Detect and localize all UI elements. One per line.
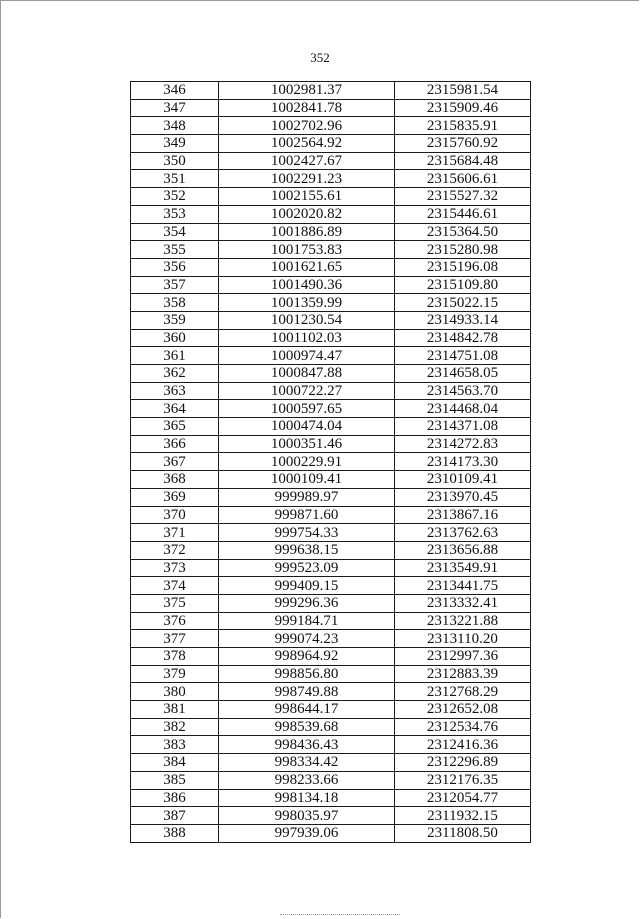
- y-coordinate-cell: 2314933.14: [395, 311, 531, 329]
- x-coordinate-cell: 999523.09: [219, 559, 395, 577]
- x-coordinate-cell: 1000474.04: [219, 418, 395, 436]
- point-number-cell: 384: [131, 754, 219, 772]
- y-coordinate-cell: 2314751.08: [395, 347, 531, 365]
- table-row: [131, 241, 531, 259]
- y-coordinate-cell: 2315446.61: [395, 205, 531, 223]
- table-row: [131, 82, 531, 100]
- y-coordinate-cell: 2314842.78: [395, 329, 531, 347]
- y-coordinate-cell: 2315364.50: [395, 223, 531, 241]
- y-coordinate-cell: 2312883.39: [395, 665, 531, 683]
- table-row: [131, 736, 531, 754]
- point-number-cell: 385: [131, 771, 219, 789]
- y-coordinate-cell: 2312176.35: [395, 771, 531, 789]
- table-row: [131, 418, 531, 436]
- point-number-cell: 366: [131, 435, 219, 453]
- point-number-cell: 347: [131, 99, 219, 117]
- x-coordinate-cell: 998035.97: [219, 807, 395, 825]
- x-coordinate-cell: 1000109.41: [219, 471, 395, 489]
- table-row: [131, 188, 531, 206]
- y-coordinate-cell: 2314173.30: [395, 453, 531, 471]
- table-row: [131, 577, 531, 595]
- point-number-cell: 357: [131, 276, 219, 294]
- y-coordinate-cell: 2313110.20: [395, 630, 531, 648]
- point-number-cell: 361: [131, 347, 219, 365]
- x-coordinate-cell: 999296.36: [219, 594, 395, 612]
- x-coordinate-cell: 999638.15: [219, 541, 395, 559]
- table-row: [131, 648, 531, 666]
- point-number-cell: 377: [131, 630, 219, 648]
- y-coordinate-cell: 2314468.04: [395, 400, 531, 418]
- y-coordinate-cell: 2313332.41: [395, 594, 531, 612]
- table-row: [131, 117, 531, 135]
- y-coordinate-cell: 2311808.50: [395, 824, 531, 842]
- point-number-cell: 378: [131, 648, 219, 666]
- y-coordinate-cell: 2313867.16: [395, 506, 531, 524]
- table-row: [131, 807, 531, 825]
- point-number-cell: 352: [131, 188, 219, 206]
- x-coordinate-cell: 998856.80: [219, 665, 395, 683]
- point-number-cell: 348: [131, 117, 219, 135]
- point-number-cell: 383: [131, 736, 219, 754]
- point-number-cell: 360: [131, 329, 219, 347]
- table-row: [131, 824, 531, 842]
- point-number-cell: 370: [131, 506, 219, 524]
- point-number-cell: 381: [131, 701, 219, 719]
- x-coordinate-cell: 999989.97: [219, 488, 395, 506]
- x-coordinate-cell: 1000597.65: [219, 400, 395, 418]
- point-number-cell: 375: [131, 594, 219, 612]
- point-number-cell: 379: [131, 665, 219, 683]
- y-coordinate-cell: 2315835.91: [395, 117, 531, 135]
- y-coordinate-cell: 2315527.32: [395, 188, 531, 206]
- y-coordinate-cell: 2313549.91: [395, 559, 531, 577]
- table-row: [131, 223, 531, 241]
- table-row: [131, 612, 531, 630]
- point-number-cell: 382: [131, 718, 219, 736]
- x-coordinate-cell: 998539.68: [219, 718, 395, 736]
- x-coordinate-cell: 1001230.54: [219, 311, 395, 329]
- x-coordinate-cell: 1002020.82: [219, 205, 395, 223]
- x-coordinate-cell: 998964.92: [219, 648, 395, 666]
- point-number-cell: 355: [131, 241, 219, 259]
- x-coordinate-cell: 998749.88: [219, 683, 395, 701]
- point-number-cell: 350: [131, 152, 219, 170]
- point-number-cell: 356: [131, 258, 219, 276]
- x-coordinate-cell: 997939.06: [219, 824, 395, 842]
- x-coordinate-cell: 1001621.65: [219, 258, 395, 276]
- point-number-cell: 386: [131, 789, 219, 807]
- y-coordinate-cell: 2314272.83: [395, 435, 531, 453]
- x-coordinate-cell: 998233.66: [219, 771, 395, 789]
- table-row: [131, 683, 531, 701]
- y-coordinate-cell: 2312296.89: [395, 754, 531, 772]
- point-number-cell: 373: [131, 559, 219, 577]
- point-number-cell: 362: [131, 365, 219, 383]
- x-coordinate-cell: 1002427.67: [219, 152, 395, 170]
- x-coordinate-cell: 998644.17: [219, 701, 395, 719]
- point-number-cell: 358: [131, 294, 219, 312]
- point-number-cell: 388: [131, 824, 219, 842]
- y-coordinate-cell: 2315280.98: [395, 241, 531, 259]
- x-coordinate-cell: 1001753.83: [219, 241, 395, 259]
- x-coordinate-cell: 999871.60: [219, 506, 395, 524]
- y-coordinate-cell: 2315981.54: [395, 82, 531, 100]
- x-coordinate-cell: 1001359.99: [219, 294, 395, 312]
- table-row: [131, 276, 531, 294]
- coordinates-table: [130, 81, 531, 843]
- x-coordinate-cell: 1002564.92: [219, 135, 395, 153]
- point-number-cell: 346: [131, 82, 219, 100]
- y-coordinate-cell: 2315760.92: [395, 135, 531, 153]
- x-coordinate-cell: 1000847.88: [219, 365, 395, 383]
- table-row: [131, 524, 531, 542]
- table-row: [131, 488, 531, 506]
- page-number: 352: [310, 50, 330, 65]
- table-row: [131, 170, 531, 188]
- point-number-cell: 363: [131, 382, 219, 400]
- point-number-cell: 376: [131, 612, 219, 630]
- table-row: [131, 294, 531, 312]
- x-coordinate-cell: 1001490.36: [219, 276, 395, 294]
- table-row: [131, 435, 531, 453]
- x-coordinate-cell: 998334.42: [219, 754, 395, 772]
- point-number-cell: 349: [131, 135, 219, 153]
- y-coordinate-cell: 2315684.48: [395, 152, 531, 170]
- y-coordinate-cell: 2314563.70: [395, 382, 531, 400]
- point-number-cell: 353: [131, 205, 219, 223]
- point-number-cell: 371: [131, 524, 219, 542]
- y-coordinate-cell: 2315109.80: [395, 276, 531, 294]
- y-coordinate-cell: 2315606.61: [395, 170, 531, 188]
- table-row: [131, 789, 531, 807]
- x-coordinate-cell: 1002702.96: [219, 117, 395, 135]
- table-row: [131, 365, 531, 383]
- table-row: [131, 701, 531, 719]
- x-coordinate-cell: 1002155.61: [219, 188, 395, 206]
- y-coordinate-cell: 2312768.29: [395, 683, 531, 701]
- point-number-cell: 367: [131, 453, 219, 471]
- x-coordinate-cell: 998134.18: [219, 789, 395, 807]
- y-coordinate-cell: 2315196.08: [395, 258, 531, 276]
- coordinates-table-body: [131, 82, 531, 843]
- x-coordinate-cell: 1000974.47: [219, 347, 395, 365]
- table-row: [131, 754, 531, 772]
- x-coordinate-cell: 1000351.46: [219, 435, 395, 453]
- x-coordinate-cell: 999409.15: [219, 577, 395, 595]
- y-coordinate-cell: 2315909.46: [395, 99, 531, 117]
- y-coordinate-cell: 2312534.76: [395, 718, 531, 736]
- table-row: [131, 594, 531, 612]
- point-number-cell: 374: [131, 577, 219, 595]
- table-row: [131, 135, 531, 153]
- x-coordinate-cell: 1002291.23: [219, 170, 395, 188]
- y-coordinate-cell: 2312054.77: [395, 789, 531, 807]
- y-coordinate-cell: 2313441.75: [395, 577, 531, 595]
- table-row: [131, 152, 531, 170]
- point-number-cell: 364: [131, 400, 219, 418]
- y-coordinate-cell: 2315022.15: [395, 294, 531, 312]
- y-coordinate-cell: 2312416.36: [395, 736, 531, 754]
- point-number-cell: 368: [131, 471, 219, 489]
- table-row: [131, 311, 531, 329]
- table-row: [131, 718, 531, 736]
- y-coordinate-cell: 2313970.45: [395, 488, 531, 506]
- table-row: [131, 665, 531, 683]
- y-coordinate-cell: 2312652.08: [395, 701, 531, 719]
- x-coordinate-cell: 1002981.37: [219, 82, 395, 100]
- x-coordinate-cell: 1000229.91: [219, 453, 395, 471]
- point-number-cell: 380: [131, 683, 219, 701]
- y-coordinate-cell: 2314371.08: [395, 418, 531, 436]
- x-coordinate-cell: 999074.23: [219, 630, 395, 648]
- y-coordinate-cell: 2314658.05: [395, 365, 531, 383]
- x-coordinate-cell: 1002841.78: [219, 99, 395, 117]
- y-coordinate-cell: 2313221.88: [395, 612, 531, 630]
- point-number-cell: 351: [131, 170, 219, 188]
- x-coordinate-cell: 1000722.27: [219, 382, 395, 400]
- point-number-cell: 354: [131, 223, 219, 241]
- x-coordinate-cell: 999754.33: [219, 524, 395, 542]
- table-row: [131, 771, 531, 789]
- table-row: [131, 541, 531, 559]
- table-row: [131, 99, 531, 117]
- table-row: [131, 559, 531, 577]
- table-row: [131, 205, 531, 223]
- x-coordinate-cell: 998436.43: [219, 736, 395, 754]
- footer-rule: [280, 914, 400, 915]
- table-row: [131, 453, 531, 471]
- point-number-cell: 372: [131, 541, 219, 559]
- x-coordinate-cell: 1001102.03: [219, 329, 395, 347]
- point-number-cell: 387: [131, 807, 219, 825]
- x-coordinate-cell: 1001886.89: [219, 223, 395, 241]
- table-row: [131, 382, 531, 400]
- table-row: [131, 258, 531, 276]
- table-row: [131, 471, 531, 489]
- point-number-cell: 365: [131, 418, 219, 436]
- table-row: [131, 506, 531, 524]
- table-row: [131, 329, 531, 347]
- y-coordinate-cell: 2313762.63: [395, 524, 531, 542]
- point-number-cell: 369: [131, 488, 219, 506]
- y-coordinate-cell: 2312997.36: [395, 648, 531, 666]
- point-number-cell: 359: [131, 311, 219, 329]
- table-row: [131, 400, 531, 418]
- x-coordinate-cell: 999184.71: [219, 612, 395, 630]
- table-row: [131, 630, 531, 648]
- y-coordinate-cell: 2313656.88: [395, 541, 531, 559]
- table-row: [131, 347, 531, 365]
- y-coordinate-cell: 2310109.41: [395, 471, 531, 489]
- y-coordinate-cell: 2311932.15: [395, 807, 531, 825]
